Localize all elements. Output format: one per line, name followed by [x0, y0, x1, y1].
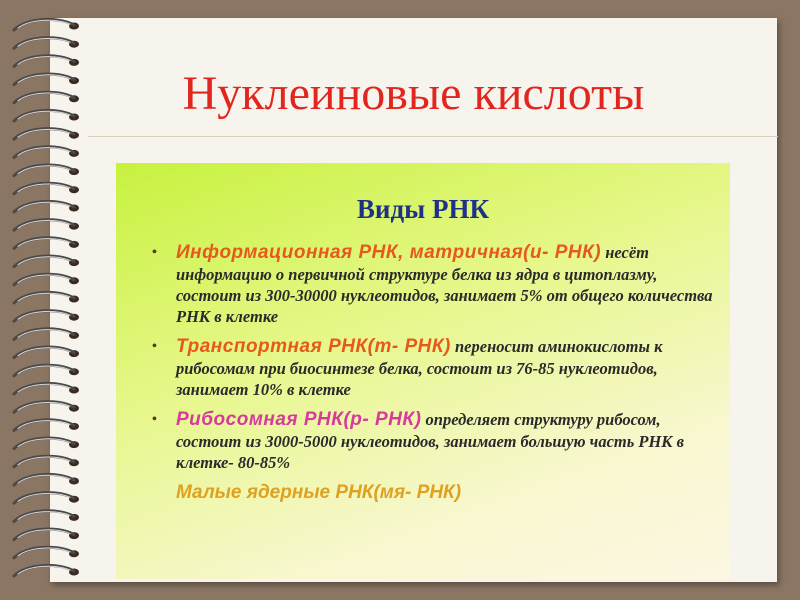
bullet-term: Транспортная РНК(т- РНК)	[176, 336, 451, 357]
bullet-icon: •	[152, 245, 157, 260]
slide-subtitle: Виды РНК	[356, 194, 490, 224]
title-divider	[88, 136, 778, 137]
bullet-item-trna	[116, 335, 730, 400]
bullet-item-rrna	[116, 408, 730, 473]
bullet-list	[116, 241, 730, 473]
bullet-term: Рибосомная РНК(р- РНК)	[176, 409, 422, 430]
content-box	[116, 163, 730, 579]
bullet-term: Информационная РНК, матричная(и- РНК)	[176, 242, 602, 263]
bullet-text: переносит аминокислоты к рибосомам при биосинтезе белка, состоит из 76-85 нуклеотидов, занимает 10% в клетке	[176, 337, 663, 399]
bullet-text: определяет структуру рибосом, состоит из 3000-5000 нуклеотидов, занимает большую часть РНК в клетке- 80-85%	[176, 410, 684, 472]
bullet-icon: •	[152, 339, 157, 354]
bullet-icon: •	[152, 412, 157, 427]
notebook-spiral-icon	[0, 0, 90, 600]
bullet-text: несёт информацию о первичной структуре белка из ядра в цитоплазму, состоит из 300-30000 нуклеотидов, занимает 5% от общего количества РНК в клетке	[176, 243, 713, 326]
slide-title: Нуклеиновые кислоты	[182, 67, 645, 120]
notebook-page	[50, 18, 777, 582]
bullet-item-mrna	[116, 241, 730, 327]
bullet-item-cutoff: Малые ядерные РНК(мя- РНК)	[176, 482, 462, 503]
